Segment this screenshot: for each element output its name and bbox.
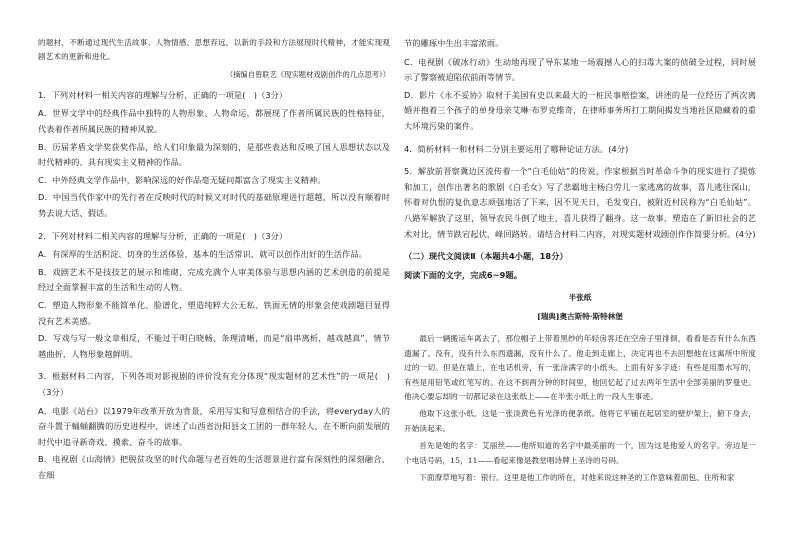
question-3-stem: 3．根据材料二内容，下列各项对影视剧的评价没有充分体现“现实题材的艺术性”的一项是( )（3分） xyxy=(38,371,390,397)
question-3-option-d: D．影片《永不妥协》取材于美国有史以来最大的一桩民事赔偿案，讲述的是一位经历了两次离婚并抱着三个孩子的单身母亲艾琳·布罗克维奇，在律师事务所打工期间揭发当地社区隐藏着的重大环境污染的案件。 xyxy=(404,89,756,131)
left-column xyxy=(38,36,390,485)
story-paragraph-1: 最后一辆搬运车离去了，那位帽子上带着黑纱的年轻房客还在空房子里徘徊，看看是否有什么东西遗漏了。没有，没有什么东西遗漏，没有什么了。他走到走廊上，决定再也不去回想他在这寓所中所度过的一切。但是在墙上，在电话机旁，有一张涂满字的小纸头。上面有好多字迹：有些是用墨水写的，有些是用铅笔或红笔写的。在这不到两分钟的时间里，他回忆起了过去两年生活中全部美丽的罗曼史。他决心要忘却的一切都记录在这张纸上——在半张小纸上的一段人生事迹。 xyxy=(404,334,756,401)
question-1-option-b: B．历届茅盾文学奖获奖作品，给人们印象最为深刻的，是那些表达和反映了国人思想状态以及时代精神的、具有现实主义精神的作品。 xyxy=(38,141,390,168)
story-paragraph-3: 首先是她的名字：艾丽丝——他所知道的名字中最美丽的一个，因为这是他爱人的名字。旁边是一个电话号码，15，11——看起来像是教堂唱诗牌上圣诗的号码。 xyxy=(404,441,756,465)
question-2-option-d: D．写戏与写一般文章相反，不能过于明白晓畅、条理清晰，而是“扇串离析，越戏越真”，情节越曲折，人物形象越鲜明。 xyxy=(38,333,390,359)
question-2-stem: 2．下列对材料二相关内容的理解与分析，正确的一项是( )（3分） xyxy=(38,230,288,241)
question-3-option-a: A．电影《站台》以1979年改革开放为背景，采用写实和写意相结合的手法，将everyday人的奋斗置于蛹蛹翻腾的历史进程中，讲述了山西省汾阳县文工团的一群年轻人，在不断向前发展的时代中追寻新奇戏、摸索、奋斗的故事。 xyxy=(38,405,390,447)
story-author: [瑞典]奥古斯特·斯特林堡 xyxy=(537,312,623,322)
question-5: 5．解放前晋察冀边区流传着一个“白毛仙姑”的传说，作家根据当时革命斗争的现实进行了提炼和加工，创作出著名的歌剧《白毛女》写了悲霸地主杨白劳儿一家逃离的故事，喜儿逃往深山，怀着对仇恨的复仇意志顽强地活了下来，因不见天日，毛发变白，被附近村民称为“白毛仙姑”。八路军解放了这里，领导农民斗倒了地主，喜儿获得了翻身。这一故事，塑造在了新旧社会的艺术对比，情节跌宕起伏，峰回路转。请结合材料二内容，对现实题材戏剧创作作简要分析。(4分) xyxy=(404,166,756,239)
question-2-option-b: B．戏剧艺术不是技技艺的展示和堆砌，完成充满个人审美体验与思想内涵的艺术创造的前提是经过全面掌握丰富的生活和生动的人物。 xyxy=(38,266,390,293)
question-3-option-b-continued: 节的雕琢中生出丰富浓雨。 xyxy=(404,38,504,48)
story-paragraph-2: 他取下这张小纸。这是一张淡黄色有光泽的便条纸。他将它平铺在起居室的壁炉架上，俯下身去，开始读起来。 xyxy=(404,409,756,433)
question-1-stem: 1．下列对材料一相关内容的理解与分析，正确的一项是( )（3分） xyxy=(38,89,288,100)
right-column xyxy=(404,36,756,488)
question-3-option-b: B．电视剧《山海情》把脱贫攻坚的时代命题与老百姓的生活愿景进行富有深刻性的深刻融合，在细 xyxy=(38,454,390,480)
question-2-option-a: A．有深厚的生活积淀、切身的生活体验，基本的生活常识，就可以创作出好的生活作品。 xyxy=(38,249,367,260)
intro-paragraph: 的题材，不断通过现代生活故事、人物情感、思想弃远，以新的手段和方法展现时代精神，才能实现观剧艺术的更新和进化。 xyxy=(38,38,390,62)
story-title: 半张纸 xyxy=(568,293,592,303)
question-1-option-c: C．中外经典文学作品中，影响深远的好作品毫无疑问都富含了现实主义精神。 xyxy=(38,174,326,185)
question-1-option-a: A．世界文学中的经典作品中独特的人物形象、人物命运，都展现了作者所属民族的性格特征，代表着作者所属民族的精神风貌。 xyxy=(38,108,390,134)
question-2-option-c: C．塑造人物形象不能简单化、脸谱化，塑造纯粹大公无私、铁面无情的形象会使戏剧题目显得没有艺术美感。 xyxy=(38,299,390,326)
question-4: 4．简析材料一和材料二分别主要运用了哪种论证方法。(4分) xyxy=(404,143,629,154)
citation: （摘编自曾联艺《现实题材戏剧创作的几点思考》） xyxy=(225,69,390,79)
question-3-option-c: C．电视剧《破冰行动》生动地再现了导东某地一场震撼人心的扫毒大案的侦破全过程，同时展示了警察被迫陷依前雨等情节。 xyxy=(404,56,756,83)
question-1-option-d: D．中国当代作家中的先行者在反映时代的时候又对时代的基础原理进行超越，所以没有顺着时势去说大话、假话。 xyxy=(38,192,390,218)
story-paragraph-4: 下面潦草地写着：银行。这里是他工作的所在，对他来说这神圣的工作意味着面包、住所和家 xyxy=(419,472,735,482)
section-heading: （二）现代文阅读Ⅱ（本题共4小题，18分） xyxy=(404,251,568,262)
reading-instruction: 阅读下面的文字，完成6~9题。 xyxy=(404,269,523,280)
